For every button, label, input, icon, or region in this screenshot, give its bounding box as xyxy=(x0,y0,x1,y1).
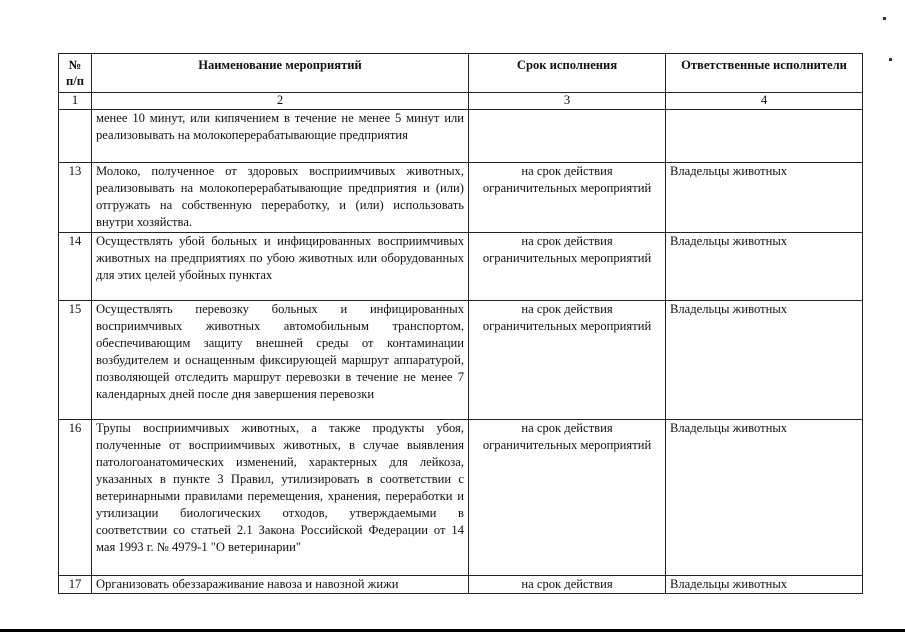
row-number: 16 xyxy=(59,420,92,576)
header-num: № п/п xyxy=(59,54,92,93)
measure-term: на срок действия ограничительных мероприятий xyxy=(469,233,666,301)
measure-term: на срок действия ограничительных мероприятий xyxy=(469,301,666,420)
measure-responsible: Владельцы животных xyxy=(666,301,863,420)
measure-name: Трупы восприимчивых животных, а также продукты убоя, полученные от восприимчивых животных, в случае выявления патологоанатомических изменений, характерных для лейкоза, указанных в пункте 3 Правил, утилизировать в соответствии с ветеринарными правилами перемещения, хранения, переработки и утилизации биологических отходов, утверждаемыми в соответствии со статьей 2.1 Закона Российской Федерации от 14 мая 1993 г. № 4979-1 "О ветеринарии" xyxy=(92,420,469,576)
column-number: 1 xyxy=(59,93,92,110)
measure-responsible: Владельцы животных xyxy=(666,233,863,301)
column-number: 4 xyxy=(666,93,863,110)
measure-responsible: Владельцы животных xyxy=(666,163,863,233)
measure-name: Осуществлять перевозку больных и инфицированных восприимчивых животных автомобильным транспортом, обеспечивающим защиту внешней среды от контаминации возбудителем и оснащенным фиксирующей маршрут аппаратурой, позволяющей отследить маршрут перевозки в течение не менее 7 календарных дней после дня завершения перевозки xyxy=(92,301,469,420)
measure-name: Молоко, полученное от здоровых восприимчивых животных, реализовывать на молокоперерабатывающие предприятия и (или) отгружать на собственную переработку, и (или) использовать внутри хозяйства. xyxy=(92,163,469,233)
measures-table xyxy=(58,53,863,594)
table-row xyxy=(59,301,863,420)
column-number: 3 xyxy=(469,93,666,110)
measure-term xyxy=(469,110,666,163)
row-number: 15 xyxy=(59,301,92,420)
header-responsible: Ответственные исполнители xyxy=(666,54,863,93)
scan-speck xyxy=(883,17,886,20)
table-row xyxy=(59,576,863,594)
column-number: 2 xyxy=(92,93,469,110)
table-row xyxy=(59,233,863,301)
measure-term: на срок действия ограничительных мероприятий xyxy=(469,420,666,576)
measure-responsible: Владельцы животных xyxy=(666,420,863,576)
scan-speck xyxy=(889,58,892,61)
measure-responsible xyxy=(666,110,863,163)
table-header-row xyxy=(59,54,863,93)
table-row xyxy=(59,110,863,163)
measure-name: Осуществлять убой больных и инфицированных восприимчивых животных на предприятиях по убою животных или оборудованных для этих целей убойных пунктах xyxy=(92,233,469,301)
row-number: 13 xyxy=(59,163,92,233)
header-term: Срок исполнения xyxy=(469,54,666,93)
measure-term: на срок действия ограничительных мероприятий xyxy=(469,163,666,233)
measure-name: менее 10 минут, или кипячением в течение не менее 5 минут или реализовывать на молокоперерабатывающие предприятия xyxy=(92,110,469,163)
measure-responsible: Владельцы животных xyxy=(666,576,863,594)
row-number: 14 xyxy=(59,233,92,301)
scan-edge-line xyxy=(0,629,905,632)
table-row xyxy=(59,163,863,233)
measure-term: на срок действия xyxy=(469,576,666,594)
header-name: Наименование мероприятий xyxy=(92,54,469,93)
row-number xyxy=(59,110,92,163)
measure-name: Организовать обеззараживание навоза и навозной жижи xyxy=(92,576,469,594)
row-number: 17 xyxy=(59,576,92,594)
table-row xyxy=(59,420,863,576)
column-number-row xyxy=(59,93,863,110)
